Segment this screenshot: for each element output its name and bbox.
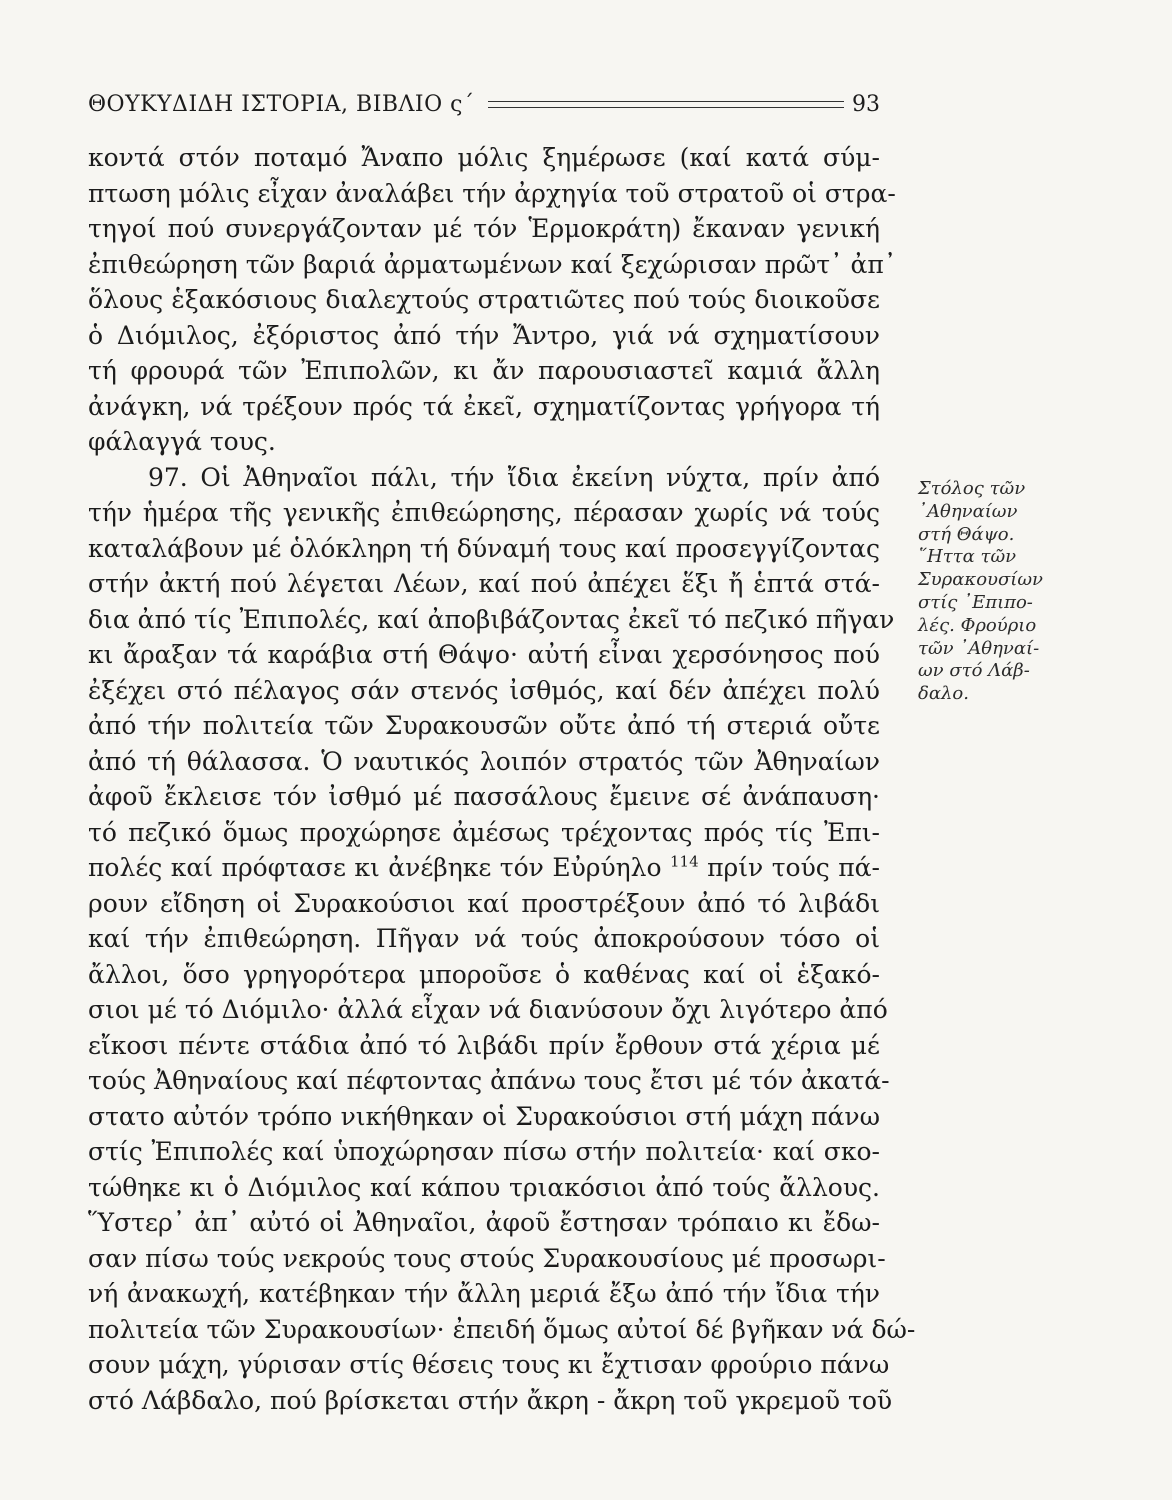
text-line: τηγοί πού συνεργάζονταν μέ τόν Ἑρμοκράτη) ἔκαναν γενική: [88, 214, 880, 243]
text-line: πολιτεία τῶν Συρακουσίων· ἐπειδή ὅμως αὐτοί δέ βγῆκαν νά δώ-: [88, 1314, 916, 1344]
text-line-with-footnote: [88, 850, 880, 886]
margin-note-line: ων στό Λάβ-: [918, 660, 1030, 682]
text-line: καί τήν ἐπιθεώρηση. Πῆγαν νά τούς ἀποκρούσουν τόσο οἱ: [88, 924, 880, 953]
text-line: στατο αὐτόν τρόπο νικήθηκαν οἱ Συρακούσιοι στή μάχη πάνω: [88, 1101, 880, 1131]
margin-note-line: στίς ᾽Επιπο-: [918, 591, 1033, 613]
text-line: ὅλους ἑξακόσιους διαλεχτούς στρατιῶτες πού τούς διοικοῦσε: [88, 285, 880, 314]
text-line: ἐξέχει στό πέλαγος σάν στενός ἰσθμός, καί δέν ἀπέχει πολύ: [88, 675, 880, 705]
footnote-reference[interactable]: 114: [670, 852, 699, 871]
text-line: εἴκοσι πέντε στάδια ἀπό τό λιβάδι πρίν ἔρθουν στά χέρια μέ: [88, 1030, 880, 1060]
text-line: ἀνάγκη, νά τρέξουν πρός τά ἐκεῖ, σχηματίζοντας γρήγορα τή: [88, 391, 880, 421]
margin-note-line: ῞Ηττα τῶν: [918, 546, 1017, 568]
text-line: ἄλλοι, ὅσο γρηγορότερα μποροῦσε ὁ καθένας καί οἱ ἑξακό-: [88, 959, 880, 989]
margin-note: [918, 478, 1068, 706]
margin-note-line: ᾽Αθηναίων: [918, 500, 1018, 522]
paragraph-start-97: 97. Οἱ Ἀθηναῖοι πάλι, τήν ἴδια ἐκείνη νύχτα, πρίν ἀπό: [148, 462, 880, 492]
text-line: στήν ἀκτή πού λέγεται Λέων, καί πού ἀπέχει ἕξι ἤ ἑπτά στά-: [88, 569, 880, 598]
text-line: στίς Ἐπιπολές καί ὑποχώρησαν πίσω στήν πολιτεία· καί σκο-: [88, 1137, 880, 1166]
text-line: πτωση μόλις εἶχαν ἀναλάβει τήν ἀρχηγία τοῦ στρατοῦ οἱ στρα-: [88, 178, 896, 208]
header-rule: [488, 101, 844, 108]
text-line: ὁ Διόμιλος, ἐξόριστος ἀπό τήν Ἄντρο, γιά νά σχηματίσουν: [88, 320, 880, 350]
text-line: σουν μάχη, γύρισαν στίς θέσεις τους κι ἔχτισαν φρούριο πάνω: [88, 1350, 890, 1379]
text-line: ἀφοῦ ἔκλεισε τόν ἰσθμό μέ πασσάλους ἔμεινε σέ ἀνάπαυση·: [88, 782, 880, 811]
text-segment: πρίν τούς πά-: [698, 853, 880, 882]
margin-note-line: δαλο.: [918, 683, 969, 705]
main-text: [88, 140, 916, 1418]
text-line: φάλαγγά τους.: [88, 427, 276, 456]
text-line: καταλάβουν μέ ὁλόκληρη τή δύναμή τους καί προσεγγίζοντας: [88, 533, 880, 563]
text-line: τήν ἡμέρα τῆς γενικῆς ἐπιθεώρησης, πέρασαν χωρίς νά τούς: [88, 498, 880, 527]
text-line: τή φρουρά τῶν Ἐπιπολῶν, κι ἄν παρουσιαστεῖ καμιά ἄλλη: [88, 356, 880, 385]
header-title: ΘΟΥΚΥΔΙΔΗ ΙΣΤΟΡΙΑ, ΒΙΒΛΙΟ ς΄: [88, 91, 475, 117]
margin-note-line: τῶν ᾽Αθηναί-: [918, 637, 1040, 659]
text-line: ρουν εἴδηση οἱ Συρακούσιοι καί προστρέξουν ἀπό τό λιβάδι: [88, 888, 880, 918]
text-line: σαν πίσω τούς νεκρούς τους στούς Συρακουσίους μέ προσωρι-: [88, 1243, 886, 1273]
text-line: τούς Ἀθηναίους καί πέφτοντας ἀπάνω τους ἔτσι μέ τόν ἀκατά-: [88, 1066, 890, 1095]
running-header: [88, 86, 880, 122]
margin-note-line: στή Θάψο.: [918, 523, 1015, 545]
text-line: κι ἄραξαν τά καράβια στή Θάψο· αὐτή εἶναι χερσόνησος πού: [88, 640, 880, 669]
text-line: ἀπό τήν πολιτεία τῶν Συρακουσῶν οὔτε ἀπό τή στεριά οὔτε: [88, 711, 880, 740]
page-number: 93: [852, 91, 880, 117]
margin-note-line: Συρακουσίων: [918, 569, 1043, 591]
text-line: ἐπιθεώρηση τῶν βαριά ἀρματωμένων καί ξεχώρισαν πρῶτ᾽ ἀπ᾽: [88, 249, 897, 279]
text-line: σιοι μέ τό Διόμιλο· ἀλλά εἶχαν νά διανύσουν ὄχι λιγότερο ἀπό: [88, 995, 888, 1024]
text-segment: πολές καί πρόφτασε κι ἀνέβηκε τόν Εὐρύηλο: [88, 853, 662, 882]
text-line: τό πεζικό ὅμως προχώρησε ἀμέσως τρέχοντας πρός τίς Ἐπι-: [88, 817, 880, 847]
text-line: στό Λάβδαλο, πού βρίσκεται στήν ἄκρη - ἄκρη τοῦ γκρεμοῦ τοῦ: [88, 1385, 893, 1415]
text-line: Ὕστερ᾽ ἀπ᾽ αὐτό οἱ Ἀθηναῖοι, ἀφοῦ ἔστησαν τρόπαιο κι ἔδω-: [88, 1208, 880, 1237]
text-line: δια ἀπό τίς Ἐπιπολές, καί ἀποβιβάζοντας ἐκεῖ τό πεζικό πῆγαν: [88, 604, 895, 634]
text-line: τώθηκε κι ὁ Διόμιλος καί κάπου τριακόσιοι ἀπό τούς ἄλλους.: [88, 1172, 880, 1202]
text-line: κοντά στόν ποταμό Ἄναπο μόλις ξημέρωσε (καί κατά σύμ-: [88, 143, 880, 172]
margin-note-line: λές. Φρούριο: [918, 614, 1037, 636]
text-line: ἀπό τή θάλασσα. Ὁ ναυτικός λοιπόν στρατός τῶν Ἀθηναίων: [88, 746, 880, 776]
text-line: νή ἀνακωχή, κατέβηκαν τήν ἄλλη μεριά ἔξω ἀπό τήν ἴδια τήν: [88, 1279, 880, 1308]
margin-note-line: Στόλος τῶν: [918, 478, 1026, 499]
